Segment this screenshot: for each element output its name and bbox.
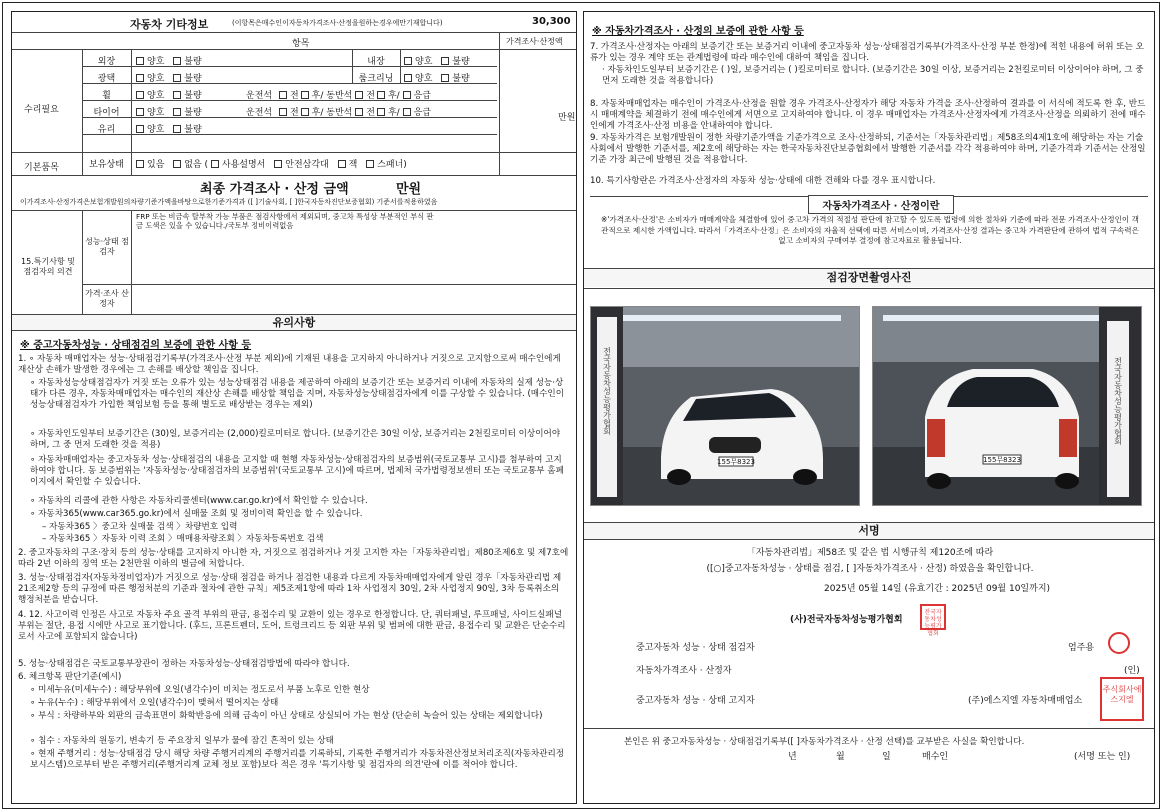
final-price-note: 이가격조사·산정가격은보험개발원의차량기준가액을바탕으로한기준가격과 ([ ]기술사회, [ ]한국자동차진단보증협회) 기준서를적용하였음 xyxy=(20,198,438,206)
option-label: 불량 xyxy=(184,91,202,101)
document-page xyxy=(2,2,1160,809)
inspection-photo-front xyxy=(590,306,860,506)
notice-item: – 자동차365 〉자동차 이력 조회 〉매매용차량조회 〉자동차등록번호 검색 xyxy=(42,534,324,544)
row-tire-label: 타이어 xyxy=(93,108,120,118)
signature-date: 2025년 05월 14일 (유효기간 : 2025년 09월 10일까지) xyxy=(824,584,1051,594)
notice-item: ∘ 부식 : 차량하부와 외판의 금속표면이 화학반응에 의해 금속이 아닌 상태로 상실되어 가는 현상 (단순히 녹슬어 있는 상태는 제외합니다) xyxy=(30,711,543,721)
notice-item: 1. ∘ 자동차 매매업자는 성능·상태점검기록부(가격조사·산정 부분 제외)에 기재된 내용을 고지하지 아니하거나 거짓으로 고지함으로써 매수인에게 재산상 손해가 발생한 경우에는 그 손해를 배상할 책임을 집니다. xyxy=(18,354,561,376)
checkbox[interactable] xyxy=(173,91,181,99)
definition-title: 자동차가격조사 · 산정이란 xyxy=(808,195,954,214)
row-interior-label: 내장 xyxy=(367,57,385,67)
notice-item: ∘ 자동차365(www.car365.go.kr)에서 실매물 조회 및 정비이력 확인을 할 수 있습니다. xyxy=(30,509,363,519)
notice-item: – 자동차365 〉중고차 실매물 검색 〉차량번호 입력 xyxy=(42,522,238,532)
plate-rear: 155무8323 xyxy=(983,456,1021,464)
notice-title: 유의사항 xyxy=(12,315,576,330)
basic-items-label: 기본품목 xyxy=(24,163,59,173)
option-label: 불량 xyxy=(184,125,202,135)
option-label: 동반석 xyxy=(326,91,353,101)
role-pricer-label: 자동차가격조사 · 산정자 xyxy=(636,666,732,676)
notice-item: 4. 12. 사고이력 인정은 사고로 자동차 주요 골격 부위의 판금, 용접수리 및 교환이 있는 경우로 한정합니다. 단, 쿼터패널, 루프패널, 사이드실패널 부위는 절단, 용접 시에만 사고로 표기합니다. (후드, 프론트펜더, 도어, 트렁크리드 등 외판 부위 및 범퍼에 대한 판금, 용접수리 및 교환은 단순수리로서 사고에 포함되지 않습니다) xyxy=(18,610,566,643)
checkbox[interactable] xyxy=(136,91,144,99)
notice-item: ∘ 누유(누수) : 해당부위에서 오일(냉각수)이 맺혀서 떨어지는 상태 xyxy=(30,698,279,708)
option-label: 있음 xyxy=(147,160,165,170)
association-seal xyxy=(920,604,946,637)
notice-item: ∘ 침수 : 자동차의 원동기, 변속기 등 주요장치 일부가 물에 잠긴 흔적이 있는 상태 xyxy=(30,736,334,746)
seal-text: 전국자동차성능평가협회 xyxy=(924,609,942,637)
option-label: 후/ xyxy=(387,108,400,118)
role-inspector-name: 엄주용 xyxy=(1068,643,1095,653)
price-warranty-title: ※ 자동차가격조사 · 산정의 보증에 관한 사항 등 xyxy=(592,26,804,37)
checkbox[interactable] xyxy=(136,57,144,65)
option-label: 전 xyxy=(289,91,299,101)
option-label: 사용설명서 xyxy=(221,160,266,170)
receipt-buyer-label: 매수인 xyxy=(922,752,949,762)
checkbox[interactable] xyxy=(279,108,287,116)
pricer-label: 가격·조사 산정자 xyxy=(85,289,129,308)
option-label: 양호 xyxy=(147,91,165,101)
notice-item: ∘ 자동차매매업자는 중고자동차 성능·상태점검의 내용을 고지할 때 현행 자동차성능·상태점검자의 보증범위(국토교통부 고시)를 첨부하여 고지하여야 합니다. 동 보증범위는 '자동차성능·상태점검자의 보증범위'(국토교통부 고시)에 따르며, 법제처 국가법령정보센터 또는 국토교통부 홈페이지에서 확인할 수 있습니다. xyxy=(30,455,564,488)
signature-check-text: ([○]중고자동차성능 · 상태를 점검, [ ]자동차가격조사 · 산정) 하였음을 확인합니다. xyxy=(706,564,1034,574)
other-info-note: (이항목은매수인이자동차가격조사·산정을원하는경우에만기재합니다) xyxy=(232,19,443,27)
receipt-text: 본인은 위 중고자동차성능 · 상태점검기록부([ ]자동차가격조사 · 산정 선택)를 교부받은 사실을 확인합니다. xyxy=(624,737,1025,747)
price-item: 9. 자동차가격은 보험개발원이 정한 차량기준가액을 기준가격으로 조사·산정하되, 기준서는「자동차관리법」제58조의4제1호에 해당하는 자는 기술사회에서 발행한 기준서를, 제2호에 해당하는 자는 한국자동차진단보증협회에서 발행한 기준서를 각각 적용하여야 하며, 기준가격과 기준서는 산정일 기준 가장 최근에 발행된 것을 적용합니다. xyxy=(590,133,1146,166)
other-info-title: 자동차 기타정보 xyxy=(130,18,209,31)
option-label: 전 xyxy=(289,108,299,118)
company-seal xyxy=(1100,677,1144,721)
association-banner: 전국자동차성능평가협회 xyxy=(1113,357,1123,445)
option-label: 양호 xyxy=(147,74,165,84)
col-item-header: 항목 xyxy=(292,39,310,49)
checkbox[interactable] xyxy=(136,125,144,133)
row-exterior-label: 외장 xyxy=(97,57,116,67)
repair-needed-label: 수리필요 xyxy=(24,105,59,115)
inspector-label: 성능·상태 점검자 xyxy=(85,237,129,256)
option-label: 응급 xyxy=(413,108,431,118)
checkbox[interactable] xyxy=(404,74,412,82)
option-label: 운전석 xyxy=(246,108,273,118)
receipt-sign-field[interactable]: (서명 또는 인) xyxy=(1074,752,1131,762)
association-banner: 전국자동차성능평가협회 xyxy=(602,347,612,435)
checkbox[interactable] xyxy=(403,91,411,99)
col-price-header: 가격조사·산정액 xyxy=(506,37,563,46)
checkbox[interactable] xyxy=(355,91,363,99)
checkbox[interactable] xyxy=(338,160,346,168)
option-label: 응급 xyxy=(413,91,431,101)
checkbox[interactable] xyxy=(355,108,363,116)
repair-unit: 만원 xyxy=(558,113,576,123)
option-label: 스패너) xyxy=(377,160,407,170)
checkbox[interactable] xyxy=(173,125,181,133)
option-label: 양호 xyxy=(415,74,433,84)
row-room-cleaning-label: 룸크리닝 xyxy=(358,74,394,84)
warranty-title: ※ 중고자동차성능 · 상태점검의 보증에 관한 사항 등 xyxy=(20,340,252,351)
role-notifier-label: 중고자동차 성능 · 상태 고지자 xyxy=(636,696,755,706)
photo-section-title: 점검장면촬영사진 xyxy=(584,269,1154,287)
signature-law-text: 「자동차관리법」제58조 및 같은 법 시행규칙 제120조에 따라 xyxy=(746,548,994,558)
checkbox[interactable] xyxy=(173,57,181,65)
definition-text: ※'가격조사·산정'은 소비자가 매매계약을 체결함에 있어 중고차 가격의 적절성 판단에 참고할 수 있도록 법령에 의한 절차와 기준에 따라 전문 가격조사·산정인이 객관적으로 제시한 가액입니다. 따라서「가격조사·산정」은 소비자의 자율적 선택에 따른 서비스이며, 가격조사·산정 결과는 중고차 가격판단에 관하여 법적 구속력은 없고 소비자의 구매여부 결정에 참고자료로 활용됩니다. xyxy=(600,215,1140,245)
left-panel xyxy=(11,11,577,804)
checkbox[interactable] xyxy=(377,108,385,116)
notice-item: 5. 성능·상태점검은 국토교통부장관이 정하는 자동차성능·상태점검방법에 따라야 합니다. xyxy=(18,659,350,669)
checkbox[interactable] xyxy=(441,57,449,65)
inspection-photo-rear xyxy=(872,306,1142,506)
price-item: 10. 특기사항란은 가격조사·산정자의 자동차 성능·상태에 대한 견해와 다를 경우 표시합니다. xyxy=(590,176,936,186)
checkbox[interactable] xyxy=(403,108,411,116)
notice-item: ∘ 현재 주행거리 : 성능·상태점검 당시 해당 차량 주행거리계의 주행거리를 기록하되, 기록한 주행거리가 자동차전산정보처리조직(자동차관리정보시스템)으로부터 받은 주행거리(주행거리계 교체 정보 포함)보다 적은 경우 '특기사항 및 점검자의 의견'란에 이를 적어야 합니다. xyxy=(30,749,565,771)
seal-text: 주식회사에스지엘 xyxy=(1102,685,1142,704)
checkbox[interactable] xyxy=(274,160,282,168)
option-label: 불량 xyxy=(184,74,202,84)
option-label: 잭 xyxy=(348,160,358,170)
final-price-unit: 만원 xyxy=(396,182,422,197)
notice-item: 6. 체크항목 판단기준(예시) xyxy=(18,672,122,682)
checkbox[interactable] xyxy=(173,160,181,168)
option-label: 양호 xyxy=(415,57,433,67)
checkbox[interactable] xyxy=(301,108,309,116)
option-label: 운전석 xyxy=(246,91,273,101)
option-label: 불량 xyxy=(184,57,202,67)
option-label: 전 xyxy=(366,108,375,118)
other-info-price: 30,300 xyxy=(532,16,571,27)
option-label: 후/ xyxy=(387,91,400,101)
row-glass-label: 유리 xyxy=(97,125,116,135)
checkbox[interactable] xyxy=(279,91,287,99)
plate-front: 155무8323 xyxy=(717,458,755,466)
association-name: (사)전국자동차성능평가협회 xyxy=(790,615,903,625)
option-label: 양호 xyxy=(147,57,165,67)
checkbox[interactable] xyxy=(377,91,385,99)
option-label: 불량 xyxy=(452,74,470,84)
notice-item: ∘ 자동차인도일부터 보증기간은 (30)일, 보증거리는 (2,000)킬로미터로 합니다. (보증기간은 30일 이상, 보증거리는 2천킬로미터 이상이어야 하며, 그 중 먼저 도래한 것을 적용) xyxy=(30,429,561,451)
option-label: 후/ xyxy=(311,91,324,101)
role-notifier-name: (주)에스지엘 자동차매매업소 xyxy=(968,696,1083,706)
option-label: 안전삼각대 xyxy=(285,160,329,170)
receipt-year: 년 xyxy=(788,752,797,762)
notice-item: ∘ 미세누유(미세누수) : 해당부위에 오일(냉각수)이 비치는 정도로서 부품 노후로 인한 현상 xyxy=(30,685,370,695)
checkbox[interactable] xyxy=(136,108,144,116)
checkbox[interactable] xyxy=(136,74,144,82)
checkbox[interactable] xyxy=(301,91,309,99)
checkbox[interactable] xyxy=(136,160,144,168)
option-label: 불량 xyxy=(452,57,470,67)
option-label: 후/ xyxy=(311,108,324,118)
notice-item: 3. 성능·상태점검자(자동차정비업자)가 거짓으로 성능·상태 점검을 하거나 점검한 내용과 다르게 자동차매매업자에게 알린 경우「자동차관리법 제21조제2항 등의 규정에 따른 행정처분의 기준과 절차에 관한 규칙」제5조제1항에 따라 1차 사업정지 30일, 2차 사업정지 90일, 3차 등록취소의 행정처분을 받습니다. xyxy=(18,573,562,606)
role-pricer-seal: (인) xyxy=(1124,666,1140,676)
checkbox[interactable] xyxy=(211,160,219,168)
checkbox[interactable] xyxy=(441,74,449,82)
special-notes-label: 15.특기사항 및 점검자의 의견 xyxy=(21,257,75,276)
receipt-month: 월 xyxy=(836,752,845,762)
option-label: 양호 xyxy=(147,125,165,135)
signature-section-title: 서명 xyxy=(584,523,1154,539)
notice-item: ∘ 자동차성능상태점검자가 거짓 또는 오류가 있는 성능상태점검 내용을 제공하여 아래의 보증기간 또는 보증거리 이내에 자동차의 실제 성능·상태가 다른 경우, 자동차매매업자는 매수인의 재산상 손해를 배상할 책임을 지며, 자동차성능상태점검자에게 이를 구상할 수 있습니다. (매수인이 성능상태점검자가 가입한 책임보험 등을 통해 별도로 배상받는 경우는 제외) xyxy=(30,378,565,411)
checkbox[interactable] xyxy=(366,160,374,168)
price-item: 8. 자동차매매업자는 매수인이 가격조사·산정을 원할 경우 가격조사·산정자가 해당 자동차 가격을 조사·산정하여 결과를 이 서식에 적도록 한 후, 반드시 매매계약을 체결하기 전에 매수인에게 서면으로 고지하여야 합니다. 이 경우 매매업자는 가격조사·산정자에게 가격조사·산정을 의뢰하기 전에 매수인에게 가격조사·산정 비용을 안내하여야 합니다. xyxy=(590,99,1146,132)
notice-item: 2. 중고자동차의 구조·장치 등의 성능·상태를 고지하지 아니한 자, 거짓으로 점검하거나 거짓 고지한 자는「자동차관리법」제80조제6호 및 제7호에 따라 2년 이하의 징역 또는 2천만원 이하의 벌금에 처합니다. xyxy=(18,548,569,570)
row-gloss-label: 광택 xyxy=(97,74,116,84)
inspector-seal-icon xyxy=(1108,632,1130,654)
option-label: 동반석 xyxy=(326,108,353,118)
checkbox[interactable] xyxy=(173,108,181,116)
inspector-opinion: FRP 또는 비금속 탈부착 가능 부품은 점검사항에서 제외되며, 중고차 특성상 부분적인 부식 판금 도색은 있을 수 있습니다./국토부 정비이력없음 xyxy=(136,212,434,230)
right-panel xyxy=(583,11,1155,804)
checkbox[interactable] xyxy=(404,57,412,65)
option-label: 전 xyxy=(366,91,375,101)
option-label: 불량 xyxy=(184,108,202,118)
price-item: · 자동차인도일부터 보증기간은 ( )일, 보증거리는 ( )킬로미터로 합니다. (보증기간은 30일 이상, 보증거리는 2천킬로미터 이상이어야 하며, 그 중 먼저 도래한 것을 적용합니다) xyxy=(602,65,1144,87)
price-item: 7. 가격조사·산정자는 아래의 보증기간 또는 보증거리 이내에 중고자동차 성능·상태점검기록부(가격조사·산정 부분 한정)에 적힌 내용에 허위 또는 오류가 있는 경우 계약 또는 관계법령에 따라 매수인에 대하여 책임을 집니다. xyxy=(590,42,1144,64)
role-inspector-label: 중고자동차 성능 · 상태 점검자 xyxy=(636,643,755,653)
receipt-day: 일 xyxy=(882,752,891,762)
final-price-title: 최종 가격조사 · 산정 금액 xyxy=(200,182,349,197)
row-wheel-label: 휠 xyxy=(102,91,111,101)
possession-label: 보유상태 xyxy=(89,160,124,170)
notice-item: ∘ 자동차의 리콜에 관한 사항은 자동차리콜센터(www.car.go.kr)에서 확인할 수 있습니다. xyxy=(30,496,368,506)
checkbox[interactable] xyxy=(173,74,181,82)
option-label: 없음 ( xyxy=(184,160,209,170)
option-label: 양호 xyxy=(147,108,165,118)
